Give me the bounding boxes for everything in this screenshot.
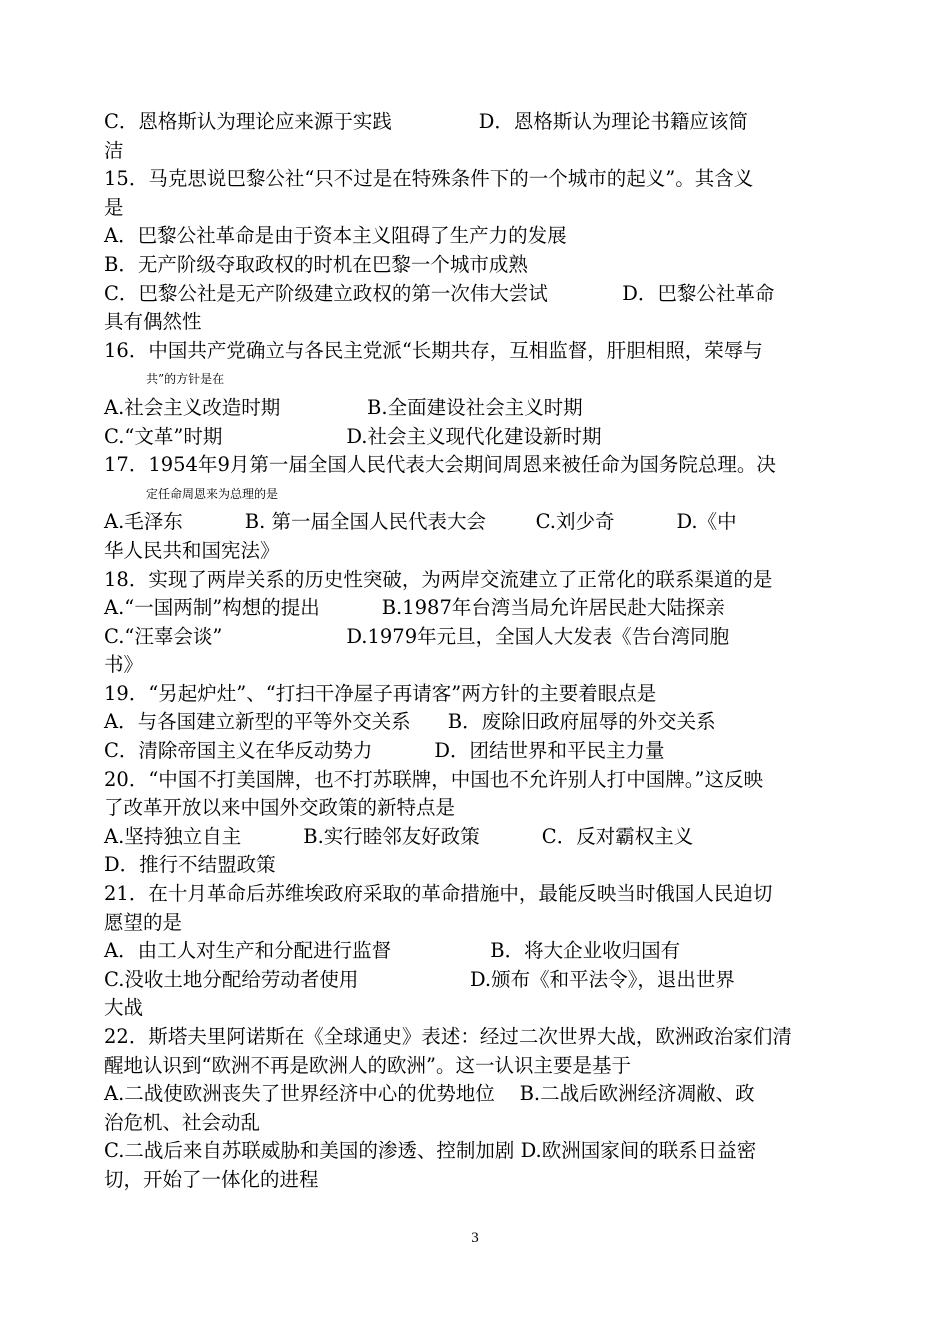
text-line: C.没收土地分配给劳动者使用 D.颁布《和平法令》，退出世界 <box>104 967 735 991</box>
text-line: 20．“中国不打美国牌，也不打苏联牌，中国也不允许别人打中国牌。”这反映 <box>104 767 764 791</box>
text-line: 治危机、社会动乱 <box>104 1110 261 1134</box>
text-line: 愿望的是 <box>104 910 183 934</box>
text-line: 了改革开放以来中国外交政策的新特点是 <box>104 796 456 820</box>
text-line: 具有偶然性 <box>104 310 202 334</box>
text-line: 醒地认识到“欧洲不再是欧洲人的欧洲”。这一认识主要是基于 <box>104 1053 631 1077</box>
text-line: 22．斯塔夫里阿诺斯在《全球通史》表述：经过二次世界大战，欧洲政治家们清 <box>104 1025 792 1048</box>
text-line: A.毛泽东 B. 第一届全国人民代表大会 C.刘少奇 D.《中 <box>104 510 737 534</box>
text-line: C.二战后来自苏联威胁和美国的渗透、控制加剧 D.欧洲国家间的联系日益密 <box>104 1139 757 1163</box>
text-line: 15．马克思说巴黎公社“只不过是在特殊条件下的一个城市的起义”。其含义 <box>104 167 754 191</box>
text-line: A.“一国两制”构想的提出 B.1987年台湾当局允许居民赴大陆探亲 <box>104 596 725 620</box>
text-line: 书》 <box>104 653 144 677</box>
text-line: 华人民共和国宪法》 <box>104 538 280 562</box>
text-line: C.“文革”时期 D.社会主义现代化建设新时期 <box>104 424 602 448</box>
text-line: A.社会主义改造时期 B.全面建设社会主义时期 <box>104 395 583 419</box>
text-line: C.“汪辜会谈” D.1979年元旦，全国人大发表《告台湾同胞 <box>104 624 730 648</box>
text-line: A．由工人对生产和分配进行监督 B．将大企业收归国有 <box>104 939 681 963</box>
text-line: C．清除帝国主义在华反动势力 D．团结世界和平民主力量 <box>104 739 665 763</box>
text-line: B．无产阶级夺取政权的时机在巴黎一个城市成熟 <box>104 252 528 276</box>
text-line: 定任命周恩来为总理的是 <box>146 486 279 501</box>
text-line: C．巴黎公社是无产阶级建立政权的第一次伟大尝试 D．巴黎公社革命 <box>104 281 775 305</box>
text-line: 16．中国共产党确立与各民主党派“长期共存，互相监督，肝胆相照，荣辱与 <box>104 338 763 362</box>
text-line: 切，开始了一体化的进程 <box>104 1167 319 1191</box>
text-line: 17．1954年9月第一届全国人民代表大会期间周恩来被任命为国务院总理。决 <box>104 453 776 477</box>
text-line: 洁 <box>104 138 124 162</box>
text-line: A．与各国建立新型的平等外交关系 B．废除旧政府屈辱的外交关系 <box>104 710 716 734</box>
text-line: 大战 <box>104 996 144 1020</box>
text-line: A．巴黎公社革命是由于资本主义阻碍了生产力的发展 <box>104 224 567 248</box>
text-line: 共”的方针是在 <box>146 372 225 387</box>
page-number: 3 <box>471 1230 479 1246</box>
text-line: D．推行不结盟政策 <box>104 853 276 877</box>
text-line: A.坚持独立自主 B.实行睦邻友好政策 C．反对霸权主义 <box>104 824 694 848</box>
text-line: 19．“另起炉灶”、“打扫干净屋子再请客”两方针的主要着眼点是 <box>104 681 657 705</box>
text-line: 是 <box>104 195 124 219</box>
text-line: 18．实现了两岸关系的历史性突破，为两岸交流建立了正常化的联系渠道的是 <box>104 567 773 591</box>
text-line: C．恩格斯认为理论应来源于实践 D．恩格斯认为理论书籍应该简 <box>104 110 748 133</box>
text-line: 21．在十月革命后苏维埃政府采取的革命措施中，最能反映当时俄国人民迫切 <box>104 882 773 906</box>
document-body <box>104 108 849 1195</box>
text-line: A.二战使欧洲丧失了世界经济中心的优势地位 B.二战后欧洲经济凋敝、政 <box>104 1082 755 1106</box>
